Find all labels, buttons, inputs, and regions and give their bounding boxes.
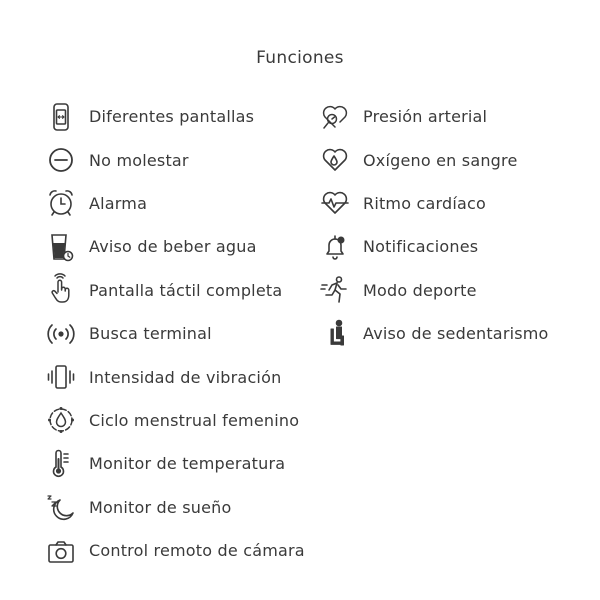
feature-label: No molestar (89, 150, 189, 170)
feature-item-blood-pressure (318, 95, 549, 138)
feature-item-alarm (44, 182, 305, 225)
feature-item-find-device (44, 312, 305, 355)
feature-label: Presión arterial (363, 107, 488, 127)
feature-label: Intensidad de vibración (89, 367, 282, 387)
feature-item-menstrual (44, 399, 305, 442)
feature-label: Monitor de sueño (89, 497, 232, 517)
notification-bell-icon (318, 230, 352, 264)
feature-item-vibration (44, 355, 305, 398)
feature-label: Alarma (89, 193, 148, 213)
features-right-column (318, 95, 549, 355)
do-not-disturb-icon (44, 143, 78, 177)
feature-label: Modo deporte (363, 280, 477, 300)
feature-item-touch (44, 269, 305, 312)
alarm-clock-icon (44, 186, 78, 220)
feature-item-sedentary (318, 312, 549, 355)
camera-icon (44, 534, 78, 568)
feature-item-water (44, 225, 305, 268)
signal-locator-icon (44, 317, 78, 351)
feature-label: Aviso de sedentarismo (363, 324, 549, 344)
blood-pressure-heart-icon (318, 100, 352, 134)
features-title: Funciones (256, 48, 344, 68)
water-glass-icon (44, 230, 78, 264)
watch-screens-icon (44, 100, 78, 134)
sleep-moon-icon (44, 490, 78, 524)
heart-rate-icon (318, 186, 352, 220)
feature-label: Ciclo menstrual femenino (89, 410, 300, 430)
features-left-column (44, 95, 305, 572)
feature-item-sport (318, 269, 549, 312)
feature-label: Monitor de temperatura (89, 454, 286, 474)
feature-label: Oxígeno en sangre (363, 150, 518, 170)
feature-label: Busca terminal (89, 324, 212, 344)
feature-item-camera (44, 529, 305, 572)
feature-item-do-not-disturb (44, 138, 305, 181)
feature-item-notifications (318, 225, 549, 268)
feature-label: Control remoto de cámara (89, 541, 305, 561)
feature-label: Notificaciones (363, 237, 479, 257)
thermometer-icon (44, 447, 78, 481)
menstrual-cycle-icon (44, 403, 78, 437)
feature-label: Aviso de beber agua (89, 237, 257, 257)
feature-item-sleep (44, 486, 305, 529)
feature-label: Pantalla táctil completa (89, 280, 283, 300)
oxygen-heart-icon (318, 143, 352, 177)
feature-item-oxygen (318, 138, 549, 181)
feature-label: Diferentes pantallas (89, 107, 255, 127)
sitting-person-icon (318, 317, 352, 351)
running-person-icon (318, 273, 352, 307)
feature-item-screens (44, 95, 305, 138)
feature-item-heart-rate (318, 182, 549, 225)
vibration-phone-icon (44, 360, 78, 394)
touch-hand-icon (44, 273, 78, 307)
feature-item-temperature (44, 442, 305, 485)
feature-label: Ritmo cardíaco (363, 193, 486, 213)
